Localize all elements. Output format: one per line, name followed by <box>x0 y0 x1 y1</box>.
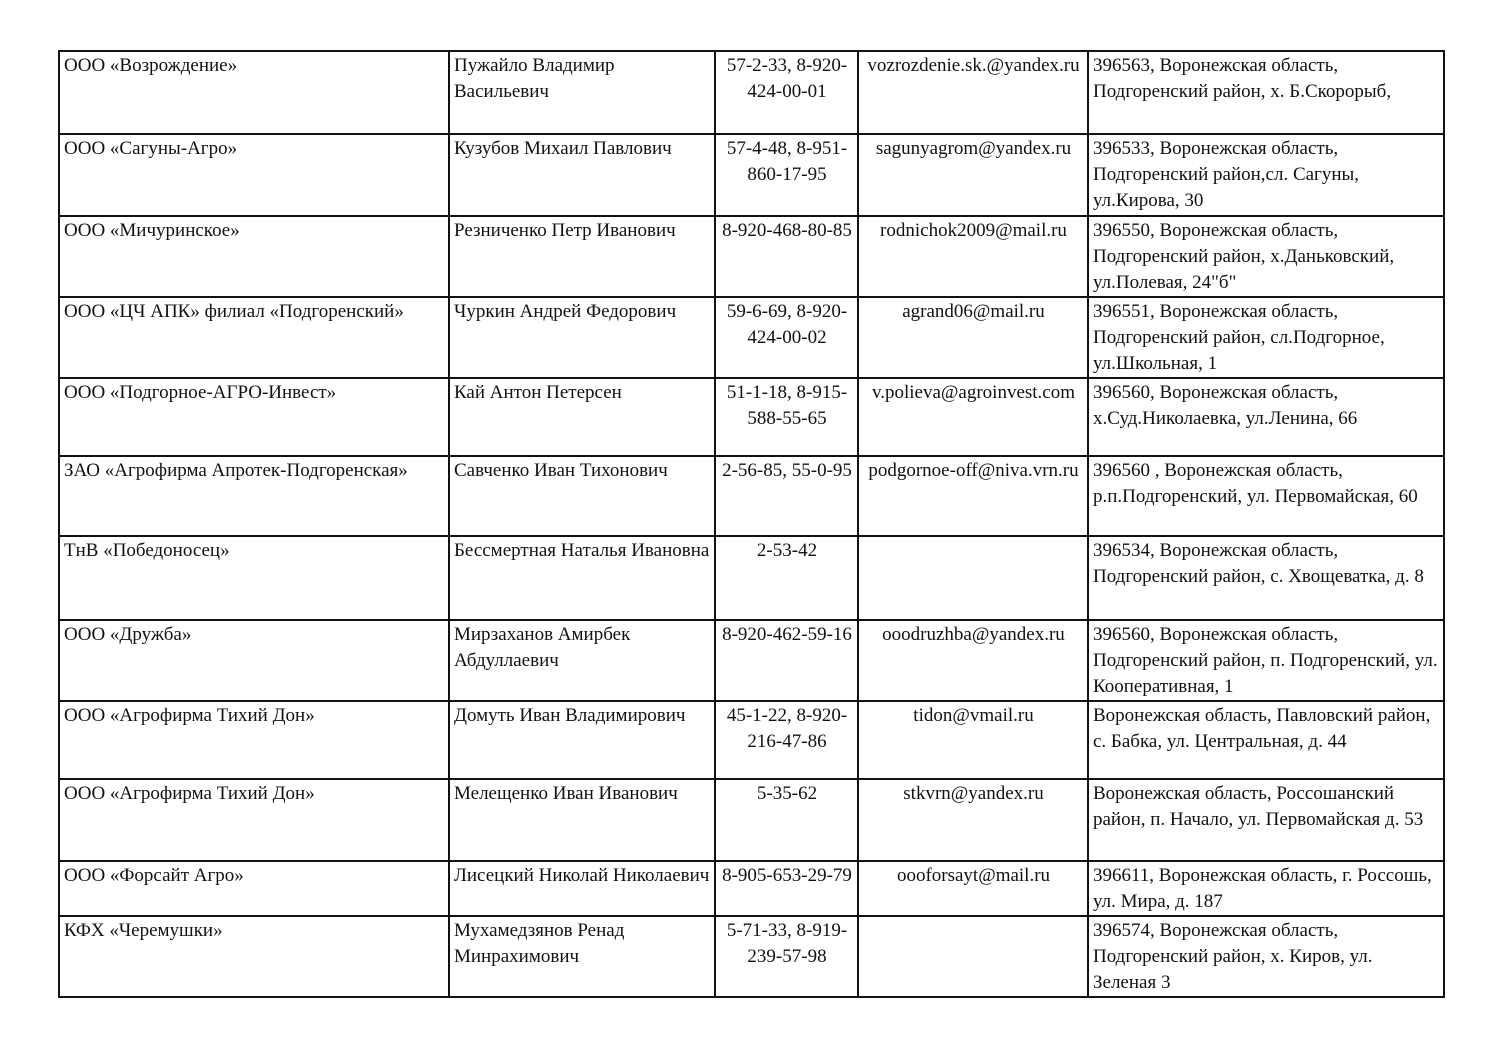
table-row <box>59 297 1444 378</box>
organization-cell: ООО «Форсайт Агро» <box>59 861 449 916</box>
phone-cell: 8-920-462-59-16 <box>715 620 858 701</box>
contacts-table <box>58 50 1445 998</box>
phone-cell: 59-6-69, 8-920-424-00-02 <box>715 297 858 378</box>
address-cell: 396574, Воронежская область, Подгоренский район, х. Киров, ул. Зеленая 3 <box>1088 916 1444 997</box>
email-cell: tidon@vmail.ru <box>858 701 1088 779</box>
phone-cell: 5-35-62 <box>715 779 858 861</box>
phone-cell: 2-56-85, 55-0-95 <box>715 456 858 536</box>
address-cell: 396560, Воронежская область, х.Суд.Николаевка, ул.Ленина, 66 <box>1088 378 1444 456</box>
organization-cell: ТнВ «Победоносец» <box>59 536 449 620</box>
contact-person-cell: Домуть Иван Владимирович <box>449 701 715 779</box>
contact-person-cell: Мирзаханов Амирбек Абдуллаевич <box>449 620 715 701</box>
organization-cell: ООО «Мичуринское» <box>59 216 449 297</box>
table-row <box>59 536 1444 620</box>
address-cell: 396551, Воронежская область, Подгоренский район, сл.Подгорное, ул.Школьная, 1 <box>1088 297 1444 378</box>
organization-cell: ЗАО «Агрофирма Апротек-Подгоренская» <box>59 456 449 536</box>
organization-cell: ООО «Сагуны-Агро» <box>59 134 449 216</box>
organization-cell: ООО «Дружба» <box>59 620 449 701</box>
contact-person-cell: Мухамедзянов Ренад Минрахимович <box>449 916 715 997</box>
address-cell: 396563, Воронежская область, Подгоренский район, х. Б.Скорорыб, <box>1088 51 1444 134</box>
table-row <box>59 861 1444 916</box>
organization-cell: ООО «ЦЧ АПК» филиал «Подгоренский» <box>59 297 449 378</box>
phone-cell: 2-53-42 <box>715 536 858 620</box>
table-row <box>59 216 1444 297</box>
organization-cell: ООО «Подгорное-АГРО-Инвест» <box>59 378 449 456</box>
contact-person-cell: Лисецкий Николай Николаевич <box>449 861 715 916</box>
address-cell: 396550, Воронежская область, Подгоренский район, х.Даньковский, ул.Полевая, 24"б" <box>1088 216 1444 297</box>
address-cell: 396560 , Воронежская область, р.п.Подгоренский, ул. Первомайская, 60 <box>1088 456 1444 536</box>
phone-cell: 45-1-22, 8-920-216-47-86 <box>715 701 858 779</box>
organization-cell: КФХ «Черемушки» <box>59 916 449 997</box>
table-row <box>59 779 1444 861</box>
phone-cell: 5-71-33, 8-919-239-57-98 <box>715 916 858 997</box>
email-cell <box>858 536 1088 620</box>
email-cell: rodnichok2009@mail.ru <box>858 216 1088 297</box>
table-row <box>59 378 1444 456</box>
address-cell: Воронежская область, Павловский район, с. Бабка, ул. Центральная, д. 44 <box>1088 701 1444 779</box>
table-row <box>59 701 1444 779</box>
contact-person-cell: Чуркин Андрей Федорович <box>449 297 715 378</box>
phone-cell: 57-4-48, 8-951-860-17-95 <box>715 134 858 216</box>
address-cell: Воронежская область, Россошанский район, п. Начало, ул. Первомайская д. 53 <box>1088 779 1444 861</box>
contact-person-cell: Бессмертная Наталья Ивановна <box>449 536 715 620</box>
address-cell: 396534, Воронежская область, Подгоренский район, с. Хвощеватка, д. 8 <box>1088 536 1444 620</box>
contact-person-cell: Савченко Иван Тихонович <box>449 456 715 536</box>
contact-person-cell: Пужайло Владимир Васильевич <box>449 51 715 134</box>
contact-person-cell: Кай Антон Петерсен <box>449 378 715 456</box>
email-cell: sagunyagrom@yandex.ru <box>858 134 1088 216</box>
contact-person-cell: Кузубов Михаил Павлович <box>449 134 715 216</box>
phone-cell: 51-1-18, 8-915-588-55-65 <box>715 378 858 456</box>
email-cell: stkvrn@yandex.ru <box>858 779 1088 861</box>
organization-cell: ООО «Возрождение» <box>59 51 449 134</box>
phone-cell: 8-920-468-80-85 <box>715 216 858 297</box>
contact-person-cell: Резниченко Петр Иванович <box>449 216 715 297</box>
email-cell: agrand06@mail.ru <box>858 297 1088 378</box>
email-cell <box>858 916 1088 997</box>
email-cell: v.polieva@agroinvest.com <box>858 378 1088 456</box>
email-cell: oooforsayt@mail.ru <box>858 861 1088 916</box>
email-cell: vozrozdenie.sk.@yandex.ru <box>858 51 1088 134</box>
table-row <box>59 620 1444 701</box>
contact-person-cell: Мелещенко Иван Иванович <box>449 779 715 861</box>
address-cell: 396560, Воронежская область, Подгоренский район, п. Подгоренский, ул. Кооперативная, 1 <box>1088 620 1444 701</box>
phone-cell: 57-2-33, 8-920-424-00-01 <box>715 51 858 134</box>
organization-cell: ООО «Агрофирма Тихий Дон» <box>59 779 449 861</box>
email-cell: ooodruzhba@yandex.ru <box>858 620 1088 701</box>
address-cell: 396611, Воронежская область, г. Россошь, ул. Мира, д. 187 <box>1088 861 1444 916</box>
table-row <box>59 456 1444 536</box>
organization-cell: ООО «Агрофирма Тихий Дон» <box>59 701 449 779</box>
table-row <box>59 134 1444 216</box>
table-row <box>59 51 1444 134</box>
phone-cell: 8-905-653-29-79 <box>715 861 858 916</box>
address-cell: 396533, Воронежская область, Подгоренский район,сл. Сагуны, ул.Кирова, 30 <box>1088 134 1444 216</box>
email-cell: podgornoe-off@niva.vrn.ru <box>858 456 1088 536</box>
table-row <box>59 916 1444 997</box>
